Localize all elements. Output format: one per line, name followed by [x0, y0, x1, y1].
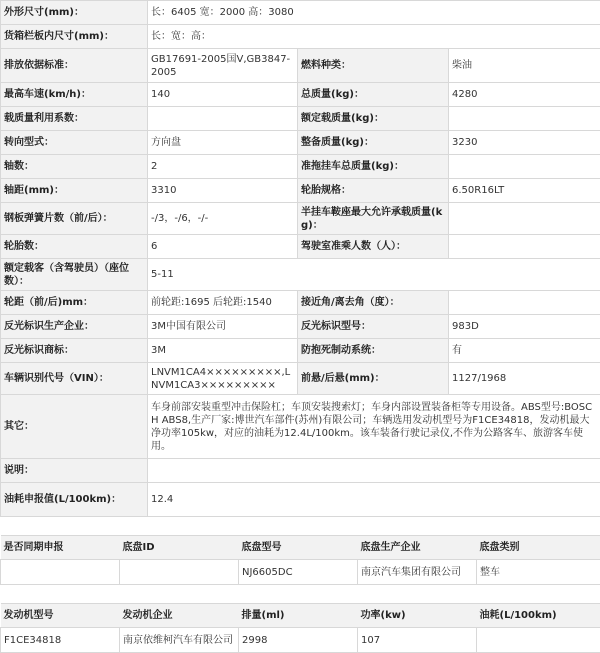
emission-label: 排放依据标准：	[1, 49, 148, 83]
reflector-brand-label: 反光标识商标：	[1, 339, 148, 363]
engine-header: 功率(kw)	[358, 604, 477, 628]
load-factor-label: 载质量利用系数：	[1, 107, 148, 131]
fuel-type-value: 柴油	[449, 49, 600, 83]
abs-value: 有	[449, 339, 600, 363]
curb-mass-value: 3230	[449, 131, 600, 155]
angle-label: 接近角/离去角（度）：	[298, 291, 449, 315]
axles-value: 2	[148, 155, 298, 179]
other-label: 其它：	[1, 395, 148, 459]
seats-value: 5-11	[148, 259, 600, 291]
total-mass-label: 总质量(kg)：	[298, 83, 449, 107]
overhang-value: 1127/1968	[449, 363, 600, 395]
size-label: 外形尺寸(mm)：	[1, 1, 148, 25]
chassis-table	[0, 535, 600, 585]
engine-table	[0, 603, 600, 653]
engine-cell: 2998	[239, 628, 358, 653]
abs-label: 防抱死制动系统：	[298, 339, 449, 363]
curb-mass-label: 整备质量(kg)：	[298, 131, 449, 155]
vin-label: 车辆识别代号（VIN）：	[1, 363, 148, 395]
tire-spec-value: 6.50R16LT	[449, 179, 600, 203]
engine-header: 油耗(L/100km)	[477, 604, 600, 628]
track-label: 轮距（前/后)mm：	[1, 291, 148, 315]
total-mass-value: 4280	[449, 83, 600, 107]
reflector-model-label: 反光标识型号：	[298, 315, 449, 339]
overhang-label: 前悬/后悬(mm)：	[298, 363, 449, 395]
emission-value: GB17691-2005国Ⅴ,GB3847-2005	[148, 49, 298, 83]
load-factor-value	[148, 107, 298, 131]
engine-cell: F1CE34818	[1, 628, 120, 653]
tire-spec-label: 轮胎规格：	[298, 179, 449, 203]
track-value: 前轮距:1695 后轮距:1540	[148, 291, 298, 315]
chassis-cell: NJ6605DC	[239, 560, 358, 585]
chassis-header: 底盘类别	[477, 536, 600, 560]
chassis-header: 底盘ID	[120, 536, 239, 560]
reflector-maker-value: 3M中国有限公司	[148, 315, 298, 339]
reflector-brand-value: 3M	[148, 339, 298, 363]
spring-label: 钢板弹簧片数（前/后）：	[1, 203, 148, 235]
engine-cell: 107	[358, 628, 477, 653]
engine-header: 排量(ml)	[239, 604, 358, 628]
engine-header: 发动机型号	[1, 604, 120, 628]
saddle-load-label: 半挂车鞍座最大允许承载质量(kg)：	[298, 203, 449, 235]
spring-value: -/3，-/6，-/-	[148, 203, 298, 235]
other-value: 车身前部安装重型冲击保险杠；车顶安装搜索灯；车身内部设置装备柜等专用设备。ABS型号:BOSCH ABS8,生产厂家:博世汽车部件(苏州)有限公司；车辆选用发动机型号为F1CE34818，发动机最大净功率105kw，对应的油耗为12.4L/100km。该车装备行驶记录仪,不作为公路客车、旅游客车使用。	[148, 395, 600, 459]
cargo-label: 货箱栏板内尺寸(mm)：	[1, 25, 148, 49]
engine-cell	[477, 628, 600, 653]
reflector-model-value: 983D	[449, 315, 600, 339]
rated-load-label: 额定载质量(kg)：	[298, 107, 449, 131]
wheelbase-value: 3310	[148, 179, 298, 203]
tow-mass-label: 准拖挂车总质量(kg)：	[298, 155, 449, 179]
cab-occupants-label: 驾驶室准乘人数（人）：	[298, 235, 449, 259]
chassis-cell	[1, 560, 120, 585]
cab-occupants-value	[449, 235, 600, 259]
chassis-cell: 南京汽车集团有限公司	[358, 560, 477, 585]
saddle-load-value	[449, 203, 600, 235]
size-value: 长：6405 宽：2000 高：3080	[148, 1, 600, 25]
max-speed-label: 最高车速(km/h)：	[1, 83, 148, 107]
vin-value: LNVM1CA4×××××××××,LNVM1CA3×××××××××	[148, 363, 298, 395]
rated-load-value	[449, 107, 600, 131]
angle-value	[449, 291, 600, 315]
tire-count-label: 轮胎数：	[1, 235, 148, 259]
note-value	[148, 459, 600, 483]
chassis-cell: 整车	[477, 560, 600, 585]
reflector-maker-label: 反光标识生产企业：	[1, 315, 148, 339]
steering-label: 转向型式：	[1, 131, 148, 155]
fuel-type-label: 燃料种类：	[298, 49, 449, 83]
tow-mass-value	[449, 155, 600, 179]
wheelbase-label: 轴距(mm)：	[1, 179, 148, 203]
cargo-value: 长：宽：高：	[148, 25, 600, 49]
max-speed-value: 140	[148, 83, 298, 107]
seats-label: 额定载客（含驾驶员）（座位数）：	[1, 259, 148, 291]
engine-cell: 南京依维柯汽车有限公司	[120, 628, 239, 653]
note-label: 说明：	[1, 459, 148, 483]
chassis-header: 底盘生产企业	[358, 536, 477, 560]
steering-value: 方向盘	[148, 131, 298, 155]
axles-label: 轴数：	[1, 155, 148, 179]
engine-header: 发动机企业	[120, 604, 239, 628]
fuel-consumption-label: 油耗申报值(L/100km)：	[1, 483, 148, 517]
tire-count-value: 6	[148, 235, 298, 259]
fuel-consumption-value: 12.4	[148, 483, 600, 517]
chassis-cell	[120, 560, 239, 585]
chassis-header: 是否同期申报	[1, 536, 120, 560]
chassis-header: 底盘型号	[239, 536, 358, 560]
